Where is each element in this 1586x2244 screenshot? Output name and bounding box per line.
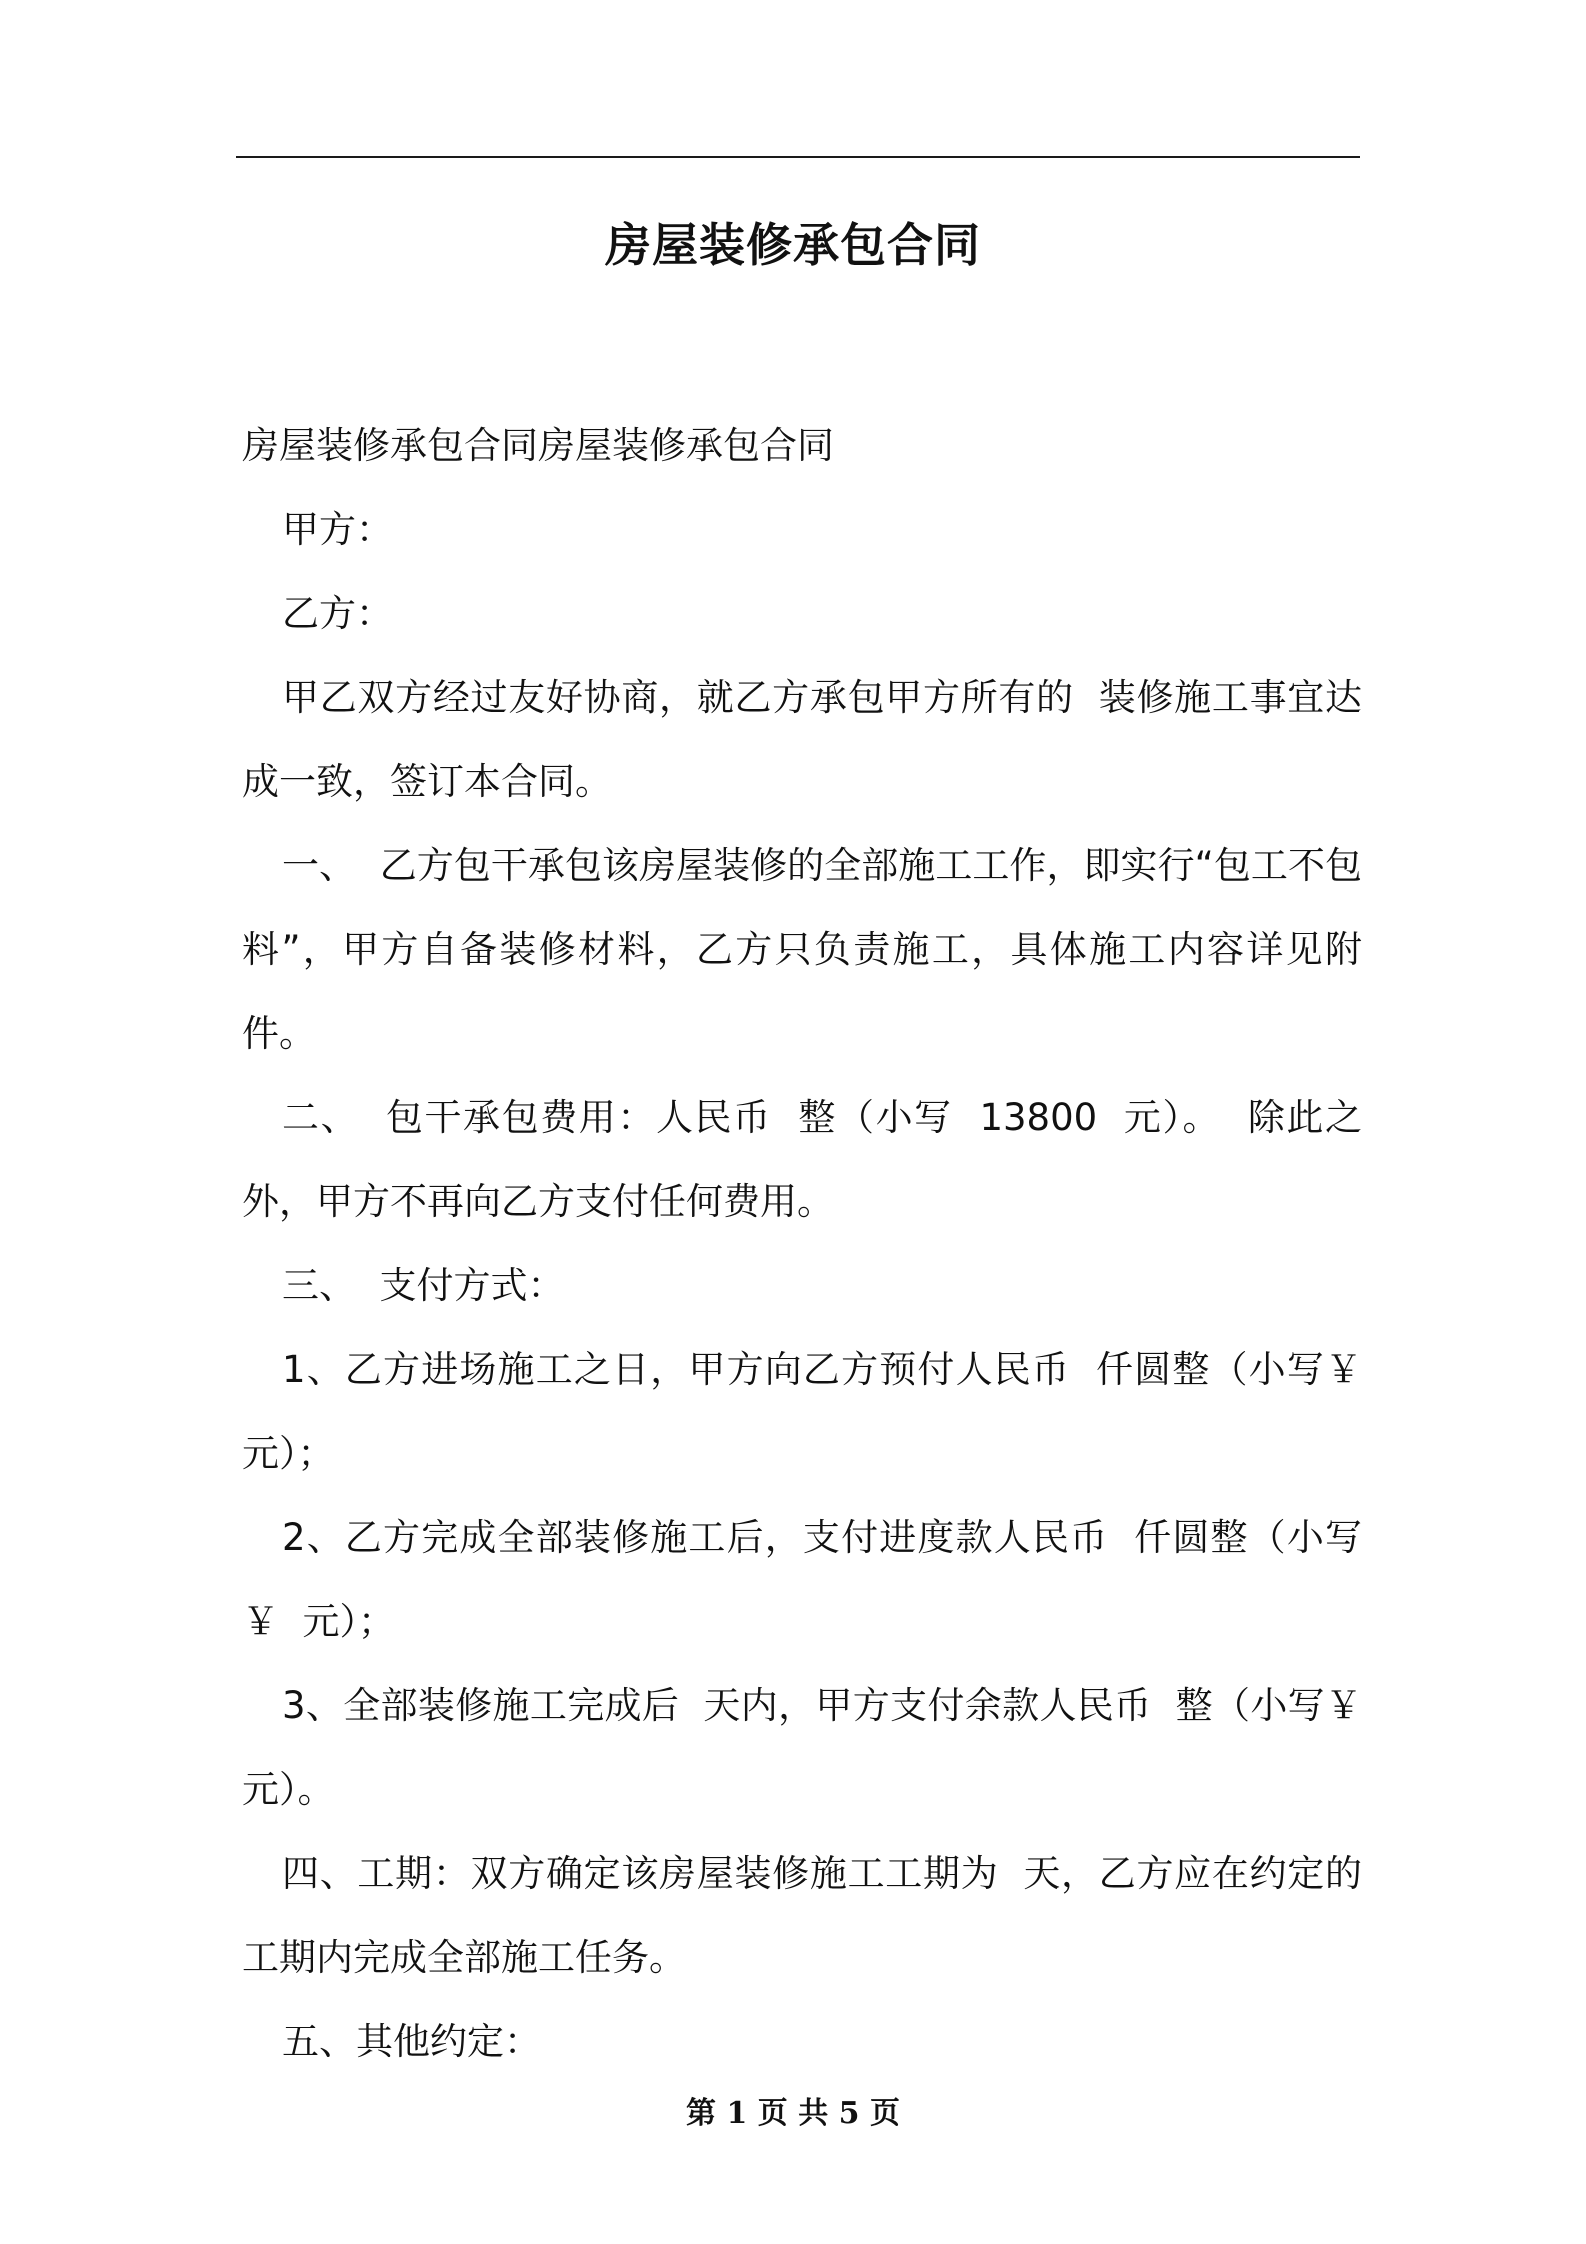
clause-1-paragraph: 一、 乙方包干承包该房屋装修的全部施工工作，即实行“包工不包料”，甲方自备装修材料，乙方只负责施工，具体施工内容详见附件。 (242, 844, 1362, 1055)
document-body (242, 404, 1386, 2084)
party-b-line: 乙方： (282, 592, 393, 635)
clause-3-heading: 三、 支付方式： (282, 1264, 565, 1307)
payment-item-1: 1、乙方进场施工之日，甲方向乙方预付人民币 仟圆整（小写￥ 元）； (242, 1348, 1386, 1475)
party-a-line: 甲方： (282, 508, 393, 551)
header-divider (236, 156, 1360, 158)
payment-item-3: 3、全部装修施工完成后 天内，甲方支付余款人民币 整（小写￥ 元）。 (242, 1684, 1386, 1811)
clause-2-paragraph: 二、 包干承包费用：人民币 整（小写 13800 元）。 除此之外，甲方不再向乙方支付任何费用。 (242, 1096, 1362, 1223)
document-title: 房屋装修承包合同 (605, 218, 981, 272)
payment-item-2: 2、乙方完成全部装修施工后，支付进度款人民币 仟圆整（小写￥ 元）； (242, 1516, 1362, 1643)
intro-line: 房屋装修承包合同房屋装修承包合同 (242, 424, 834, 467)
clause-5-heading: 五、其他约定： (282, 2020, 541, 2063)
clause-4-paragraph: 四、工期：双方确定该房屋装修施工工期为 天，乙方应在约定的工期内完成全部施工任务。 (242, 1852, 1362, 1979)
preamble-paragraph: 甲乙双方经过友好协商，就乙方承包甲方所有的 装修施工事宜达成一致，签订本合同。 (242, 676, 1362, 803)
page-number-footer: 第 1 页 共 5 页 (686, 2096, 900, 2131)
